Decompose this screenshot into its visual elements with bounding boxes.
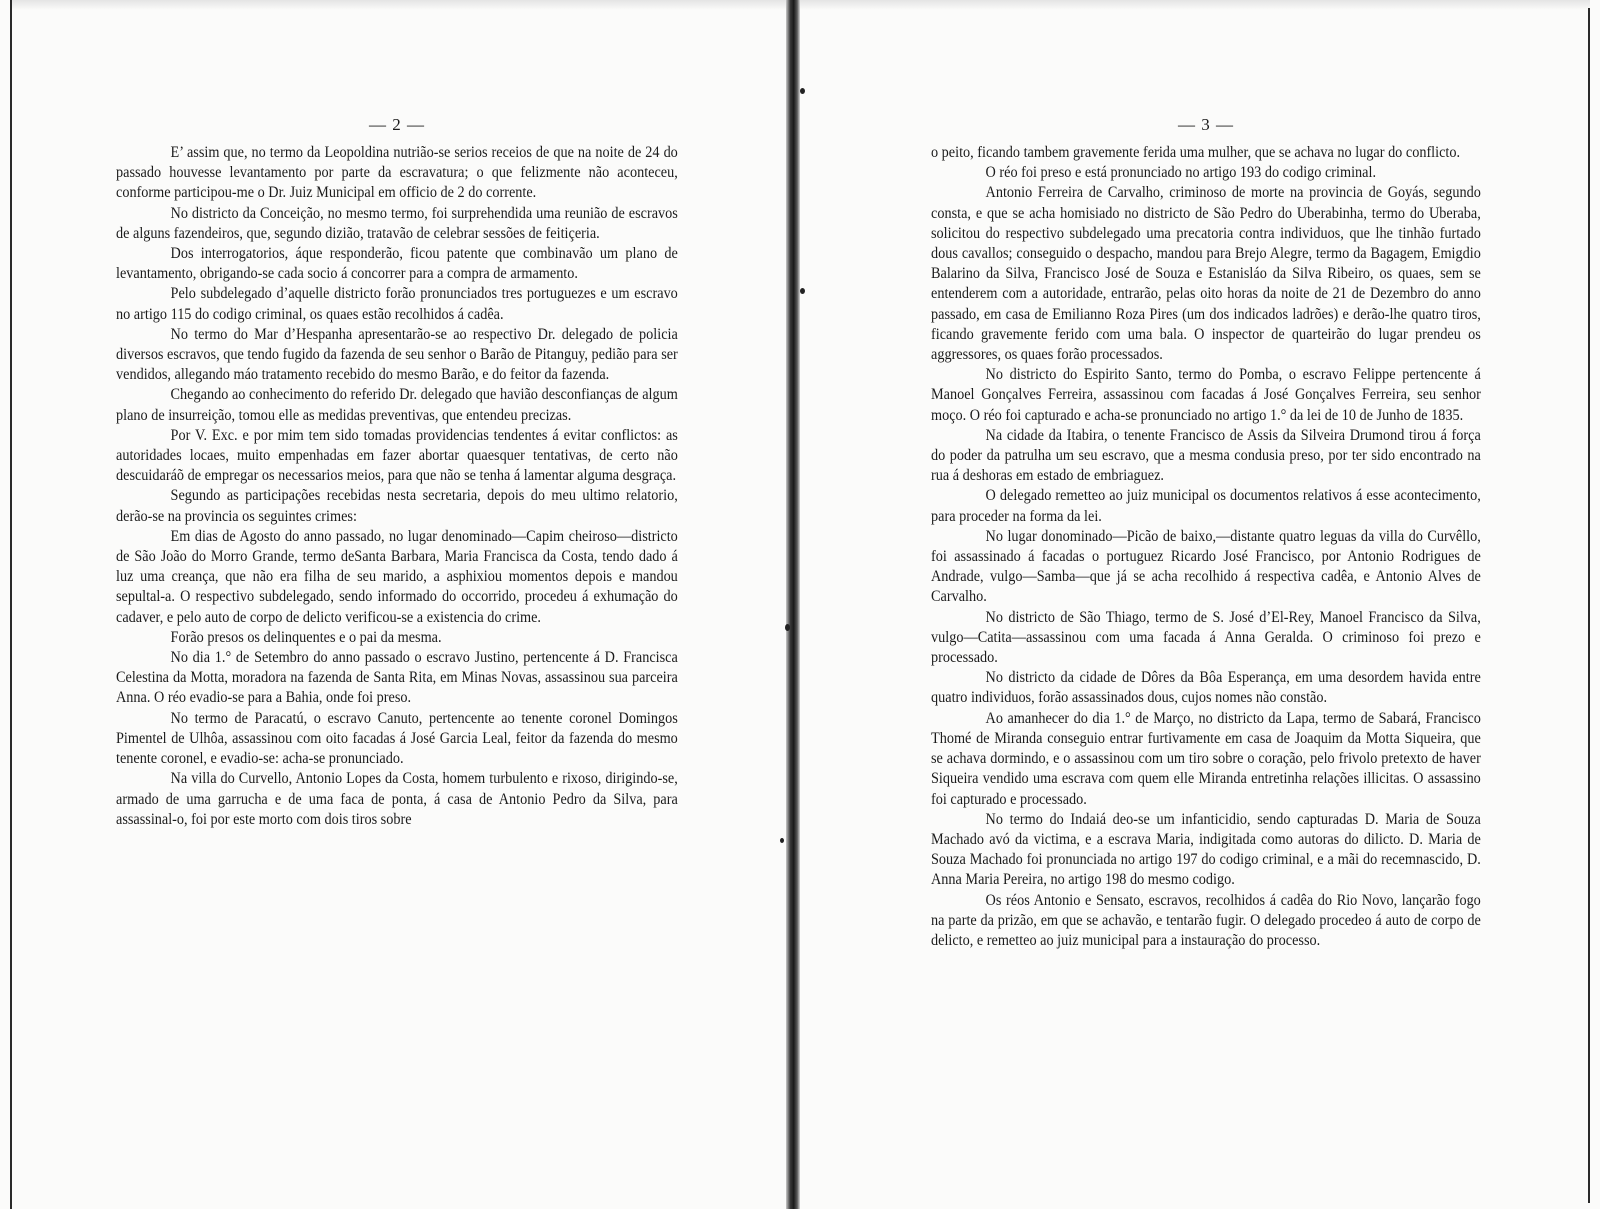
paragraph: Em dias de Agosto do anno passado, no lugar denominado—Capim cheiroso—districto de São João do Morro Grande, termo deSanta Barbara, Maria Francisca da Costa, tendo dado á luz uma creança, que não era filha de seu marido, a asphixiou momentos depois e mandou sepultal-a. O respectivo subdelegado, sendo informado do occorrido, procedeu á exhumação do cadaver, e pelo auto de corpo de delicto verificou-se a existencia do crime. bbox=[116, 526, 678, 626]
paragraph: Pelo subdelegado d’aquelle districto forão pronunciados tres portuguezes e um escravo no artigo 115 do codigo criminal, os quaes estão recolhidos á cadêa. bbox=[116, 284, 678, 323]
left-page-edge bbox=[10, 0, 12, 1209]
paragraph: No lugar donominado—Picão de baixo,—distante quatro leguas da villa do Curvêllo, foi assassinado á facadas o portuguez Ricardo José Francisco, por Antonio Rodrigues de Andrade, vulgo—Samba—que já se acha recolhido á respectiva cadêa, e Antonio Alves de Carvalho. bbox=[931, 526, 1481, 606]
paragraph: Forão presos os delinquentes e o pai da mesma. bbox=[170, 627, 442, 646]
ink-speck bbox=[780, 838, 784, 843]
paragraph: Na cidade da Itabira, o tenente Francisco de Assis da Silveira Drumond tirou á força do poder da patrulha um seu escravo, que a mesma condusia preso, por ter sido encontrado na rua á deshoras em estado de embriaguez. bbox=[931, 425, 1481, 485]
paragraph: Dos interrogatorios, áque responderão, ficou patente que combinavão um plano de levantamento, obrigando-se cada socio á concorrer para a compra de armamento. bbox=[116, 244, 678, 283]
ink-speck bbox=[800, 288, 805, 294]
ink-speck bbox=[800, 88, 805, 94]
paragraph: No districto de São Thiago, termo de S. José d’El-Rey, Manoel Francisco da Silva, vulgo—Catita—assassinou com uma facada á Anna Geralda. O criminoso foi prezo e processado. bbox=[931, 607, 1481, 667]
right-page-folio: — 3 — bbox=[1178, 115, 1234, 134]
right-page bbox=[931, 112, 1481, 1112]
paragraph: No termo de Paracatú, o escravo Canuto, pertencente ao tenente coronel Domingos Pimentel de Ulhôa, assassinou com oito facadas á José Garcia Leal, feitor da fazenda do mesmo tenente coronel, e evadio-se: acha-se pronunciado. bbox=[116, 708, 678, 768]
paragraph: Antonio Ferreira de Carvalho, criminoso de morte na provincia de Goyás, segundo consta, e que se acha homisiado no districto de São Pedro do Uberabinha, termo do Uberaba, solicitou do respectivo subdelegado uma precatoria contra individuos, que lhe tinhão furtado dous cavallos; conseguido o despacho, mandou para Brejo Alegre, termo da Bagagem, Emigdio Balarino da Silva, Francisco José de Souza e Estanisláo da Silva Ribeiro, os quaes, sem se entenderem com a autoridade, entrarão, pelas oito horas da noite de 21 de Dezembro do anno passado, em casa de Emilianno Roza Pires (um dos indicados ladrões) e derão-lhe quatro tiros, ficando gravemente ferido com uma bala. O inspector de quarteirão do lugar prendeu os aggressores, os quaes forão processados. bbox=[931, 183, 1481, 364]
paragraph: E’ assim que, no termo da Leopoldina nutrião-se serios receios de que na noite de 24 do passado houvesse levantamento por parte da escravatura; o que felizmente não aconteceu, conforme participou-me o Dr. Juiz Municipal em officio de 2 do corrente. bbox=[116, 143, 678, 202]
paragraph: No dia 1.° de Setembro do anno passado o escravo Justino, pertencente á D. Francisca Celestina da Motta, moradora na fazenda de Santa Rita, em Minas Novas, assassinou sua parceira Anna. O réo evadio-se para a Bahia, onde foi preso. bbox=[116, 648, 678, 707]
left-page bbox=[116, 112, 678, 1112]
continued-paragraph: o peito, ficando tambem gravemente ferida uma mulher, que se achava no lugar do conflicto. bbox=[931, 143, 1461, 161]
left-page-folio: — 2 — bbox=[369, 115, 425, 134]
ink-speck bbox=[785, 624, 790, 631]
paragraph: Ao amanhecer do dia 1.° de Março, no districto da Lapa, termo de Sabará, Francisco Thomé de Miranda conseguio entrar furtivamente em casa de Joaquim da Motta Siqueira, que se achava dormindo, e o assassinou com um tiro sobre o coração, pelo frivolo pretexto de haver Siqueira vendido uma escrava com quem elle Miranda entretinha relações illicitas. O assassino foi capturado e processado. bbox=[931, 708, 1481, 808]
paragraph: No termo do Indaiá deo-se um infanticidio, sendo capturadas D. Maria de Souza Machado avó da victima, e a escrava Maria, indigitada como autoras do dilicto. D. Maria de Souza Machado foi pronunciada no artigo 197 do codigo criminal, e a mãi do recemnascido, D. Anna Maria Pereira, no artigo 198 do mesmo codigo. bbox=[931, 809, 1481, 889]
top-fold-shadow bbox=[10, 0, 1590, 10]
paragraph: O delegado remetteo ao juiz municipal os documentos relativos á esse acontecimento, para proceder na forma da lei. bbox=[931, 486, 1481, 525]
paragraph: Na villa do Curvello, Antonio Lopes da Costa, homem turbulento e rixoso, dirigindo-se, armado de uma garrucha e de uma faca de ponta, á casa de Antonio Pedro da Silva, para assassinal-o, foi por este morto com dois tiros sobre bbox=[116, 769, 678, 828]
paragraph: Chegando ao conhecimento do referido Dr. delegado que havião desconfianças de algum plano de insurreição, tomou elle as medidas preventivas, que entendeu precizas. bbox=[116, 385, 678, 424]
right-page-text bbox=[931, 142, 1481, 950]
paragraph: Por V. Exc. e por mim tem sido tomadas providencias tendentes á evitar conflictos: as autoridades locaes, muito empenhadas em fazer abortar quaesquer tentativas, de certo não descuidaráõ de empregar os necessarios meios, para que não se tenha á lamentar alguma desgraça. bbox=[116, 425, 678, 485]
paragraph: Os réos Antonio e Sensato, escravos, recolhidos á cadêa do Rio Novo, lançarão fogo na parte da prizão, em que se achavão, e tentarão fugir. O delegado procedeo á auto de corpo de delicto, e remetteo ao juiz municipal para a instauração do processo. bbox=[931, 890, 1481, 949]
paragraph: No districto do Espirito Santo, termo do Pomba, o escravo Felippe pertencente á Manoel Gonçalves Ferreira, assassinou com facadas á José Gonçalves Ferreira, seu senhor moço. O réo foi capturado e acha-se pronunciado no artigo 1.° da lei de 10 de Junho de 1835. bbox=[931, 365, 1481, 424]
left-page-text bbox=[116, 142, 678, 829]
paragraph: Segundo as participações recebidas nesta secretaria, depois do meu ultimo relatorio, derão-se na provincia os seguintes crimes: bbox=[116, 486, 678, 525]
paragraph: No districto da cidade de Dôres da Bôa Esperança, em uma desordem havida entre quatro individuos, forão assassinados dous, cujos nomes não constão. bbox=[931, 668, 1481, 707]
paragraph: No districto da Conceição, no mesmo termo, foi surprehendida uma reunião de escravos de alguns fazendeiros, que, segundo dizião, tratavão de celebrar sessões de feitiçeria. bbox=[116, 203, 678, 242]
book-gutter bbox=[786, 0, 800, 1209]
right-page-edge bbox=[1588, 8, 1590, 1203]
paragraph: No termo do Mar d’Hespanha apresentarão-se ao respectivo Dr. delegado de policia diversos escravos, que tendo fugido da fazenda de seu senhor o Barão de Pitanguy, pedião para ser vendidos, allegando máo tratamento recebido do mesmo Barão, e do feitor da fazenda. bbox=[116, 324, 678, 384]
paragraph: O réo foi preso e está pronunciado no artigo 193 do codigo criminal. bbox=[985, 163, 1377, 182]
